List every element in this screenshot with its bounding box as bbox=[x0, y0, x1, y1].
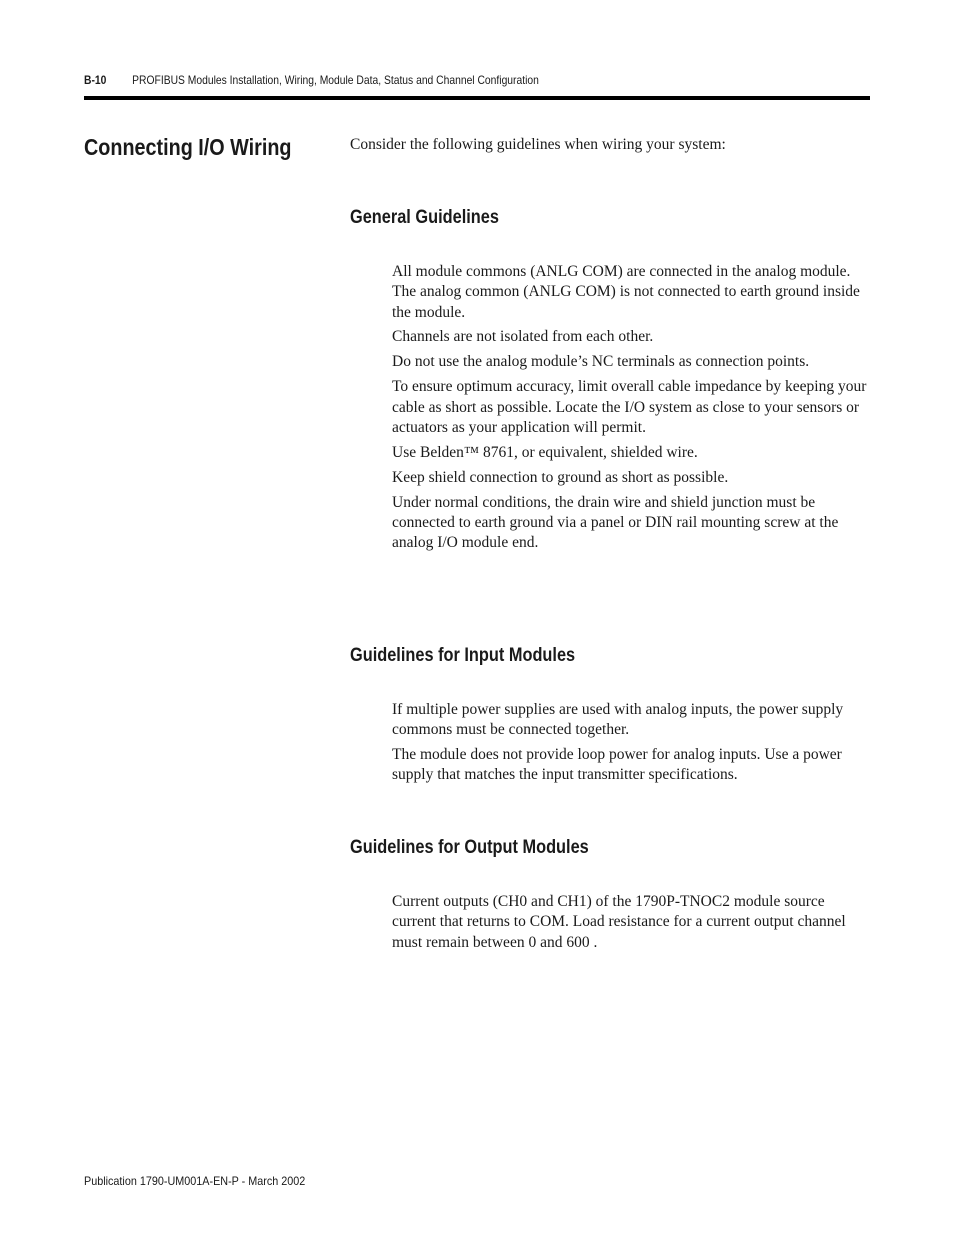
header-rule bbox=[84, 96, 870, 100]
input-guidelines-heading: Guidelines for Input Modules bbox=[350, 645, 576, 666]
list-item: Channels are not isolated from each other. bbox=[392, 328, 654, 346]
publication-footer: Publication 1790-UM001A-EN-P - March 2002 bbox=[84, 1174, 306, 1188]
list-item: Keep shield connection to ground as short as possible. bbox=[392, 468, 729, 486]
list-item: The module does not provide loop power for analog inputs. Use a power supply that matches the input transmitter specifications. bbox=[392, 746, 842, 784]
general-guidelines-list bbox=[392, 262, 872, 558]
chapter-title: PROFIBUS Modules Installation, Wiring, Module Data, Status and Channel Configuration bbox=[132, 73, 539, 87]
general-guidelines-heading: General Guidelines bbox=[350, 207, 499, 228]
section-intro: Consider the following guidelines when wiring your system: bbox=[350, 136, 726, 153]
list-item: Use Belden™ 8761, or equivalent, shielded wire. bbox=[392, 443, 698, 461]
section-title: Connecting I/O Wiring bbox=[84, 134, 292, 160]
list-item: Current outputs (CH0 and CH1) of the 1790P-TNOC2 module source current that returns to COM. Load resistance for a current output channel must remain between 0 and 600 . bbox=[392, 893, 846, 951]
running-header bbox=[84, 73, 760, 91]
list-item: All module commons (ANLG COM) are connected in the analog module. The analog common (ANLG COM) is not connected to earth ground inside the module. bbox=[392, 263, 860, 321]
list-item: Do not use the analog module’s NC terminals as connection points. bbox=[392, 353, 810, 371]
input-guidelines-list bbox=[392, 700, 872, 790]
list-item: If multiple power supplies are used with analog inputs, the power supply commons must be connected together. bbox=[392, 701, 844, 739]
output-guidelines-heading: Guidelines for Output Modules bbox=[350, 837, 589, 858]
page-number: B-10 bbox=[84, 73, 107, 87]
output-guidelines-list bbox=[392, 892, 872, 957]
list-item: To ensure optimum accuracy, limit overall cable impedance by keeping your cable as short as possible. Locate the I/O system as close to your sensors or actuators as your application will permit. bbox=[392, 378, 867, 436]
list-item: Under normal conditions, the drain wire and shield junction must be connected to earth ground via a panel or DIN rail mounting screw at the analog I/O module end. bbox=[392, 493, 839, 552]
